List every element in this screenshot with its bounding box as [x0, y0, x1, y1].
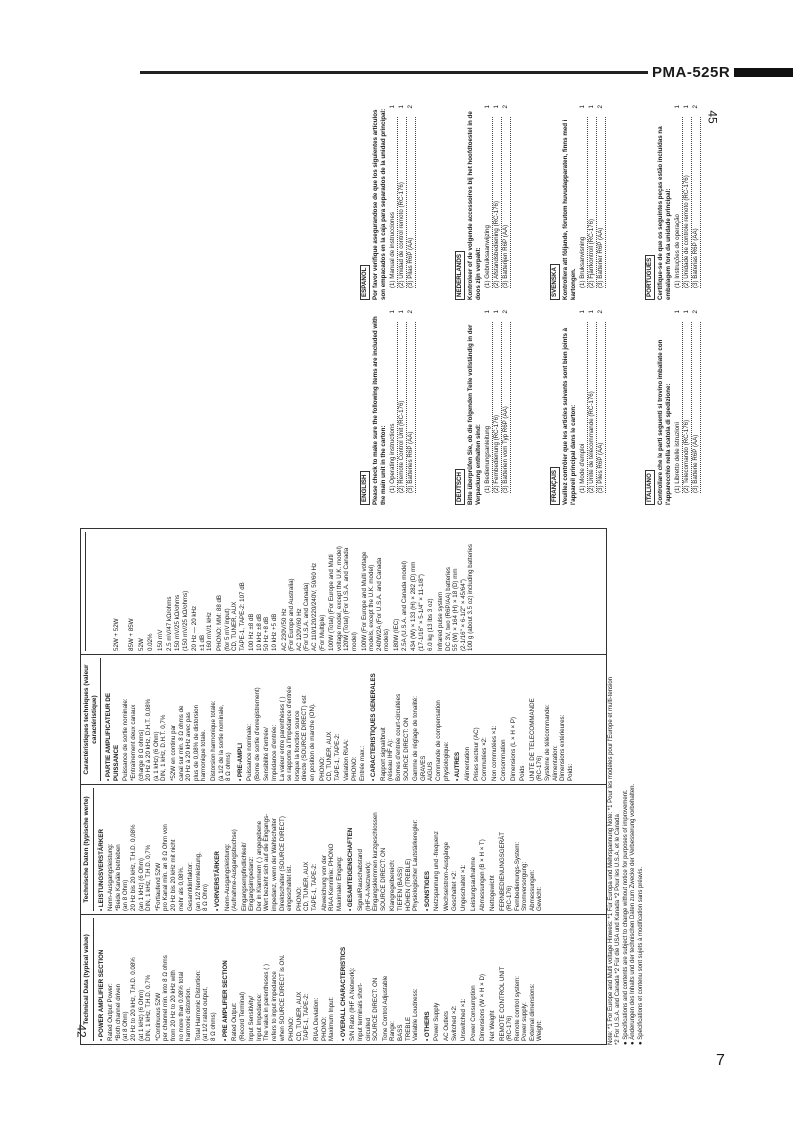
spec-row: Rapport signal/bruit (réseau IHF A): Bornes d'entrée court-circuitées SOURCE DIRECT: ON — [379, 693, 410, 781]
spec-row: Tone Control Adjustable Range: BASS TREBLE Variable Loudness: — [381, 975, 420, 1041]
note-line: ● Specifications and contents are subject to change without notice for purposes of improvement. — [622, 789, 629, 1045]
accessory-item-quantity: 2 — [501, 310, 509, 314]
spec-row: Consommation — [500, 739, 508, 781]
language-label: ENGLISH — [360, 471, 370, 505]
spec-row: *Fortlaufend 52W pro Kanal min. an 8 Ω Ohm von 20 Hz bis 20 kHz mit nicht mehr als 0,08%. — [154, 824, 185, 911]
accessory-item — [389, 105, 398, 300]
accessory-item — [398, 310, 407, 505]
accessory-item-name: (3) Batterien vom Typ R6P (AA) — [502, 322, 511, 493]
accessory-item — [484, 105, 493, 300]
accessory-item-quantity: 1 — [484, 310, 492, 314]
language-label: SVENSKA — [550, 264, 560, 300]
accessory-item — [588, 310, 597, 505]
accessory-item — [597, 105, 606, 300]
spec-row: • GESAMTEIGENSCHAFTEN — [347, 827, 355, 911]
accessory-item-quantity: 2 — [501, 105, 509, 109]
spec-row: 150 mV — [156, 629, 164, 651]
accessory-intro: Kontrollera att följande, förutom huvudapparaten, finns med i kartongen. — [561, 119, 577, 300]
language-label: DEUTSCH — [455, 469, 465, 505]
spec-row: Puissance de sortie nominale: *Entraînement deux canaux (charge 8 Ω ohms) 20 Hz à 20 kHz, D.H.T. 0,08% (à 1 kHz) (6 Ohm) DIN, 1 kHz, D.H.T. 0,7% — [122, 698, 168, 781]
spec-row: Nenn-Ausgangsleistung: (Aufnahme-Ausgangsbuchse) — [223, 829, 239, 911]
accessory-block-español — [360, 105, 416, 300]
accessory-item — [502, 310, 511, 505]
accessory-item — [502, 105, 511, 300]
spec-column-german — [81, 784, 606, 914]
accessory-item-name: (1) Manual de instrucciones — [389, 117, 398, 288]
side-page-number-top: 45 — [705, 110, 720, 124]
accessory-item — [683, 310, 692, 505]
accessory-item-quantity: 1 — [683, 310, 691, 314]
spec-row: • PRE-AMPLI — [236, 743, 244, 781]
accessory-item-quantity: 2 — [691, 310, 699, 314]
accessory-block-deutsch — [455, 310, 511, 505]
spec-row: AC Outlets Switched ×2: — [442, 1005, 458, 1041]
accessory-item-name: (2) Telecomando (RC-176) — [683, 322, 692, 493]
column-body — [98, 788, 544, 911]
spec-row: Abweichung von der RIAA Kennlinie: PHONO Maximaler Eingang: — [320, 843, 343, 911]
note-line: ● Spécifications et contenu sont sujets à modification sans préavis. — [637, 866, 644, 1045]
spec-table — [80, 528, 607, 1045]
spec-row: • OVERALL CHARACTERISTICS — [339, 946, 347, 1041]
spec-row: 100W (Total) (For Europe and Multi voltage model, except the U.K. model) 120W (Total) (For U.S.A. and Canada model) — [328, 546, 358, 651]
accessory-item — [692, 105, 701, 300]
spec-row: RIAA Deviation: PHONO: Maximum Input: — [313, 996, 336, 1041]
column-body — [105, 658, 574, 781]
page-number: 7 — [716, 1052, 725, 1069]
spec-row: Variation RIAA: PHONO: Entrée max.: — [343, 739, 366, 781]
note-line: *2 For U.S.A. and Canada *2 Für die USA und Kanada *2 Pour les U.S.A. et le Canada — [615, 814, 622, 1045]
spec-row: • CARACTERISTIQUES GENERALES — [370, 673, 378, 781]
language-label: ITALIANO — [645, 470, 655, 505]
accessory-block-nederlands — [455, 105, 511, 300]
accessory-item — [579, 310, 588, 505]
accessory-item — [597, 310, 606, 505]
spec-row: 20 Hz — 20 kHz ±1 dB 160 mV/1 kHz — [191, 605, 214, 651]
column-body — [98, 918, 544, 1041]
spec-row: PHONO: CD, TUNER, AUX TAPE-1, TAPE-2: — [295, 861, 319, 911]
accessory-item-quantity: 1 — [493, 310, 501, 314]
spec-row: Net Weight — [488, 1010, 496, 1041]
accessory-item-name: (1) Libretto delle istruzioni — [674, 322, 683, 493]
spec-row: Power Supply — [433, 1002, 441, 1041]
spec-row: Input Sensitivity/ Input Impedance: The value in parentheses ( ) refers to input impedance when SOURCE DIRECT is ON. — [248, 954, 286, 1041]
accessory-item-quantity: 2 — [691, 105, 699, 109]
accessory-item — [692, 310, 701, 505]
spec-row: PHONO: MM: 88 dB (for 5 mV input) CD, TUNER, AUX TAPE-1, TAPE-2: 107 dB — [215, 582, 246, 651]
spec-row: 180W (IEC) 2.5A (U.S.A. and Canada model) — [392, 560, 408, 651]
spec-row: • LEISTUNGSVERSTÄRKER — [97, 829, 105, 911]
accessory-item-name: (1) Bedienungsanleitung — [484, 322, 493, 493]
accessory-item-quantity: 2 — [596, 310, 604, 314]
accessory-item-name: (2) Remote Control Unit (RC-176) — [398, 322, 407, 493]
accessory-block-svenska — [550, 105, 606, 300]
note-line: Note: *1 For Europe and Multi voltage Hinweis: *1 Für Europa und Mehrspannung Note: *1 Pour les modèles pour l'Europe et multi-tension — [608, 676, 614, 1045]
accessory-item — [493, 310, 502, 505]
accessory-item — [579, 105, 588, 300]
accessory-item-name: (3) Pilas R6P (AA) — [407, 117, 416, 288]
spec-row: Signal/Rauschabstand (IHF-A-Netzwerk): Eingangsklemmen kurzgeschlossen SOURCE DIRECT: ON — [357, 812, 387, 911]
accessory-item-quantity: 1 — [398, 310, 406, 314]
spec-row: Alimentation — [463, 746, 471, 781]
spec-row: 52W + 52W 85W + 85W — [112, 618, 135, 651]
accessory-item — [389, 310, 398, 505]
spec-row: S/N Ratio (IHF A Network): Input terminals short- circuited SOURCE DIRECT: ON — [349, 967, 380, 1041]
spec-row: • OTHERS — [423, 1011, 431, 1041]
spec-row: • PARTIE AMPLIFICATEUR DE PUISSANCE — [105, 693, 120, 781]
accessory-item — [493, 105, 502, 300]
spec-row: Abmessungen (B × H × T) — [479, 839, 487, 911]
spec-row: 0.02% — [147, 633, 155, 651]
spec-row: • SONSTIGES — [423, 871, 431, 911]
accessory-item-quantity: 1 — [674, 310, 682, 314]
spec-row: Sensibilité d'entrée/ Impédance d'entrée: La valeur entre parenthèses ( ) se rapporte à l'impédance d'entrée lorsque la fonction source directe (SOURCE DIRECT) est en position de marche (ON). — [263, 686, 317, 781]
accessory-item-quantity: 1 — [389, 310, 397, 314]
spec-row: Netzspannung und -frequenz — [433, 831, 441, 911]
spec-row: Dimensions (L × H × P) — [509, 716, 517, 781]
accessory-item-name: (1) Mode d'emploi — [579, 322, 588, 493]
accessory-item-name: (1) Operating instructions — [389, 322, 398, 493]
spec-row: Prises secteur (AC) Commutées ×2: — [473, 727, 488, 781]
accessory-item — [398, 105, 407, 300]
spec-row: 52W — [137, 638, 145, 651]
model-name: PMA-525R — [648, 64, 734, 81]
spec-row: Ungeschaltet ×1: — [460, 864, 468, 911]
accessory-item — [484, 310, 493, 505]
accessory-block-português — [645, 105, 701, 300]
accessory-item-quantity: 1 — [683, 105, 691, 109]
spec-row: Rated Output: (Record Terminal) — [231, 991, 246, 1041]
language-label: PORTUGUÊS — [645, 255, 655, 300]
accessory-item — [674, 310, 683, 505]
accessory-item-quantity: 1 — [484, 105, 492, 109]
accessory-block-italiano — [645, 310, 701, 505]
spec-row: Unswitched ×1: — [460, 998, 468, 1041]
rotated-content — [80, 105, 699, 1045]
language-label: NEDERLANDS — [455, 251, 465, 300]
accessory-item-name: (3) Batterie R6P (AA) — [692, 322, 701, 493]
accessory-item-name: (3) Baterias R6P (AA) — [692, 117, 701, 288]
spec-row: • AUTRES — [454, 751, 462, 781]
spec-row: • POWER AMPLIFIER SECTION — [97, 949, 105, 1041]
column-header — [83, 532, 86, 651]
column-header: Caractéristiques techniques (valeur caractéristique) — [83, 658, 101, 781]
spec-row: • VORVERSTÄRKER — [213, 851, 221, 911]
accessory-item — [674, 105, 683, 300]
accessory-item-name: (1) Instruções de operação — [674, 117, 683, 288]
accessory-item-name: (3) Piles R6P (AA) — [597, 322, 606, 493]
spec-row: Non commutées ×1: — [490, 725, 498, 781]
accessory-item-name: (3) Batterijen R6P (AA) — [502, 117, 511, 288]
spec-row: Dimensions (W × H × D) — [479, 973, 487, 1041]
language-label: ESPAÑOL — [360, 265, 370, 300]
accessory-item-quantity: 1 — [579, 310, 587, 314]
accessory-intro: Controllare che le parti seguenti si trovino imballate con l'apparecchio nella scatola di spedizione: — [656, 339, 672, 505]
spec-row: Klangregelbereich: TIEFEN (BASS) HÖHEN (TREBLE) Physiologischer Lautstärkeregler: — [389, 819, 420, 911]
spec-row: Nettogewicht — [488, 875, 496, 911]
accessory-item-name: (2) Afstandsbediening (RC-176) — [493, 117, 502, 288]
column-header: Technical Data (typical value) — [83, 918, 94, 1041]
accessory-item-name: (2) Fjärrkontroll (RC-176) — [588, 117, 597, 288]
accessory-intro: Certifique-se de que os seguintes peças estão incluídas na embalagem fora da unidade principal: — [656, 126, 672, 300]
spec-row: Power Consumption — [469, 985, 477, 1041]
spec-row: • PRE AMPLIFIER SECTION — [221, 960, 229, 1041]
column-header: Technische Daten (typische werte) — [83, 788, 94, 911]
accessory-item-name: (2) Fernbedienung (RC-176) — [493, 322, 502, 493]
spec-row: AC 230V/50 Hz (For Europe and Australia) AC 120V/60 Hz (For U.S.A. and Canada) AC 110/120/220/240V, 50/60 Hz (For Multiple) — [280, 562, 326, 651]
spec-row: 100W (For Europe and Multi voltage models, except the U.K. model) 240W/2A (For U.S.A. and Canada models) — [360, 551, 391, 651]
spec-row: Leistungsaufnahme — [469, 856, 477, 911]
accessory-item-quantity: 1 — [389, 105, 397, 109]
side-page-number-bottom: 42 — [74, 1024, 89, 1038]
spec-row: Infrared pulse system DC 3V, two (R6P/AA) batteries 55 (W) × 164 (H) × 18 (D) mm (2-1/16" × 6-1/2" × 45/64") 100 g (about 3.5 oz) including batteries — [436, 544, 475, 651]
accessory-item-quantity: 1 — [588, 310, 596, 314]
accessory-item-name: (3) Batteries R6P (AA) — [407, 322, 416, 493]
accessory-intro: Kontroleer of de volgende accessoires bij het hoofdtoestel in de doos zijn verpakt: — [466, 111, 482, 300]
accessory-item-quantity: 1 — [579, 105, 587, 109]
accessory-item-quantity: 1 — [493, 105, 501, 109]
spec-row: PHONO: CD, TUNER, AUX TAPE-1, TAPE-2: — [288, 991, 311, 1041]
note-line: ● Änderungen des Inhalts und der technischen Daten zum Zwecke der Verbesserung vorbehalten. — [630, 783, 637, 1045]
accessory-item-quantity: 1 — [674, 105, 682, 109]
spec-row: Total Harmonic Distortion: (at 1/2 rated output, 8 Ω ohms) — [194, 970, 217, 1041]
accessory-item-name: (2) Unité de télécommande (RC-176) — [588, 322, 597, 493]
accessory-item — [588, 105, 597, 300]
accessory-item-name: (1) Gebruiksaanwijzing — [484, 117, 493, 288]
spec-row: 2.5 mV/47 kΩ/ohms 150 mV/25 kΩ/ohms (150 mV/25 kΩ/ohms) — [166, 590, 189, 651]
accessory-item-name: (1) Bruksanvisning — [579, 117, 588, 288]
spec-column-french — [81, 654, 606, 784]
spec-row: Distorsion harmonique totale: (à 1/2 de la sortie nominale, 8 Ω ohms) — [209, 700, 233, 781]
spec-row: Puissance nominale: (Borne de sortie d'enregistrement) — [246, 687, 261, 781]
header-rule — [140, 71, 700, 74]
spec-row: Wechselstrom-Ausgänge Geschaltet ×2: — [442, 841, 458, 911]
accessory-intro: Por favor verifique asegurandose de que los siguientes artículos son empacados en la caja para separados de la unidad principal: — [371, 108, 387, 300]
spec-row: 100 Hz ±8 dB 10 kHz ±8 dB 50 Hz +8 dB 10 kHz +5 dB — [248, 613, 279, 651]
accessory-item-quantity: 2 — [406, 105, 414, 109]
accessory-item-name: (2) Unidade de controle remoto (RC-176) — [683, 117, 692, 288]
accessory-intro: Veuillez contrôler que les articles suivants sont bien joints à l'appareil principal dans le carton: — [561, 327, 577, 505]
spec-row: Poids — [519, 765, 527, 781]
accessory-item — [407, 105, 416, 300]
spec-row: Nenn-Ausgangsleistung: *Beide Kanäle betrieben (an 8 Ohm) 20 Hz bis 20 kHz, T.H.D. 0,08% (an 1 kHz) (6 Ohm) DIN, 1 kHz, T.H.D. 0,7% — [107, 824, 153, 911]
accessory-item-quantity: 1 — [588, 105, 596, 109]
spec-row: *52W en continu par canal sur min. 8 Ω ohms de 20 Hz à 20 kHz avec pas plus de 0,08% de distorsion harmonique totale. — [169, 704, 208, 781]
column-body — [90, 532, 475, 651]
accessory-item — [683, 105, 692, 300]
spec-row: Rated Output Power: *Both channel driven (at 8 Ohm) 20 Hz to 20 kHz, T.H.D. 0.08% (at 1 kHz) (6 Ohm) DIN, 1 kHz, T.H.D. 0.7% — [107, 957, 153, 1041]
accessory-item-quantity: 1 — [398, 105, 406, 109]
spec-row: Gamme de réglage de tonalité: GRAVES AIGUS Commande de compensation physiologique: — [412, 696, 450, 781]
accessory-intro: Bitte überprüfen Sie, ob die folgenden Teile vollständig in der Verpackung enthalten sind: — [466, 324, 482, 505]
accessory-item-quantity: 2 — [596, 105, 604, 109]
spec-row: FERNBEDIENUNGSGERÄT (RC-176) Fernbedienungs-System: Stromversorgung: Abmessungen: Gewicht: — [498, 831, 544, 911]
spec-row: PHONO: CD, TUNER, AUX TAPE-1, TAPE-2: — [318, 731, 341, 781]
accessory-item-quantity: 2 — [406, 310, 414, 314]
spec-column-values — [81, 529, 606, 654]
accessory-item-name: (2) Unidad de control remoto (RC-176) — [398, 117, 407, 288]
spec-row: Gesamtklirrfaktor: (an 1/2 Nennleistung, 8 Ω Ohm) — [187, 852, 210, 911]
accessory-block-english — [360, 310, 416, 505]
spec-row: 6.0 kg (13 lbs 3 oz) — [427, 598, 435, 651]
spec-row: Eingangsempfindlichkeit/ Eingangsimpedanz: Der in Klammern ( ) angegebene Wert bezieht sich auf die Eingangs- impedanz, wenn der Wahlschalter Direktschalter (SOURCE DIRECT) eingeschaltet ist. — [240, 813, 294, 911]
spec-column-english — [81, 914, 606, 1044]
accessory-intro: Please check to make sure the following items are included with the main unit in the carton: — [371, 316, 387, 505]
accessory-item — [407, 310, 416, 505]
spec-row: *Continuous 52W per channel min. into 8 Ω ohms from 20 Hz to 20 kHz with no more than 0.08% total harmonic distortion. — [154, 955, 193, 1041]
spec-notes — [608, 530, 645, 1045]
language-label: FRANÇAIS — [550, 467, 560, 505]
spec-row: 434 (W) × 133 (H) × 282 (D) mm (17-1/16" × 5-1/4" × 11-1/8") — [410, 561, 425, 651]
accessory-block-français — [550, 310, 606, 505]
accessory-item-name: (3) Batterier R6P (AA) — [597, 117, 606, 288]
spec-row: REMOTE CONTROL UNIT (RC-176) Remote control system: Power supply: External dimensions: Weight: — [498, 966, 544, 1041]
spec-row: UNITE DE TELECOMMANDE (RC-176) Système de télécommande: Alimentation: Dimensions extérieures: Poids: — [528, 698, 574, 781]
